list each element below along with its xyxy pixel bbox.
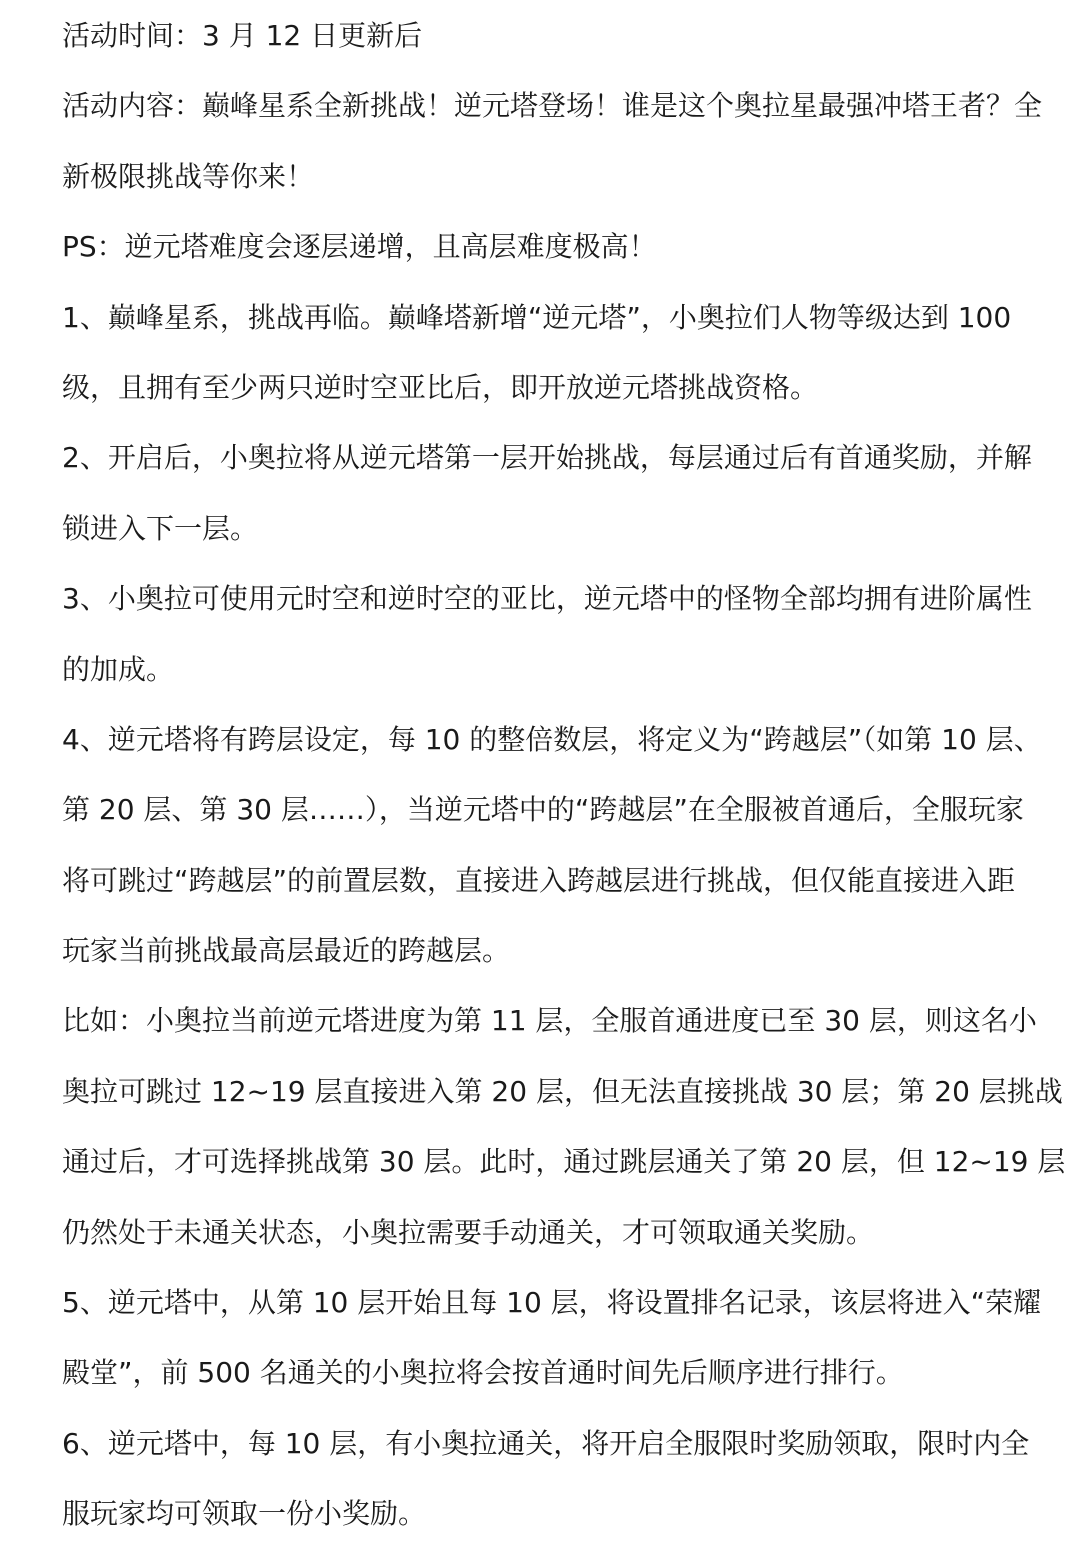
event-content-line-cont: 新极限挑战等你来！ [62,159,315,193]
ps-note-line: PS：逆元塔难度会逐层递增，且高层难度极高！ [62,230,657,264]
rule-3-line: 3、小奥拉可使用元时空和逆时空的亚比，逆元塔中的怪物全部均拥有进阶属性 [62,582,1032,616]
rule-5-line-cont: 殿堂”，前 500 名通关的小奥拉将会按首通时间先后顺序进行排行。 [62,1356,904,1390]
rule-4-line: 4、逆元塔将有跨层设定，每 10 的整倍数层，将定义为“跨越层”（如第 10 层、 [62,722,1042,756]
rule-6-line: 6、逆元塔中，每 10 层，有小奥拉通关，将开启全服限时奖励领取，限时内全 [62,1426,1030,1460]
rule-4-line-cont-1: 第 20 层、第 30 层……），当逆元塔中的“跨越层”在全服被首通后，全服玩家 [62,793,1024,827]
announcement-text [62,10,1066,1559]
rule-2-line-cont: 锁进入下一层。 [62,511,259,545]
rule-6-line-cont: 服玩家均可领取一份小奖励。 [62,1497,427,1531]
rule-5-line: 5、逆元塔中，从第 10 层开始且每 10 层，将设置排名记录，该层将进入“荣耀 [62,1286,1042,1320]
example-line: 比如：小奥拉当前逆元塔进度为第 11 层，全服首通进度已至 30 层，则这名小 [62,1004,1037,1038]
event-time-line: 活动时间：3 月 12 日更新后 [62,19,423,52]
rule-4-line-cont-3: 玩家当前挑战最高层最近的跨越层。 [62,934,511,968]
rule-4-line-cont-2: 将可跳过“跨越层”的前置层数，直接进入跨越层进行挑战，但仅能直接进入距 [62,863,1016,897]
event-content-line: 活动内容：巅峰星系全新挑战！逆元塔登场！谁是这个奥拉星最强冲塔王者？全 [62,89,1043,123]
rule-2-line: 2、开启后，小奥拉将从逆元塔第一层开始挑战，每层通过后有首通奖励，并解 [62,441,1032,475]
rule-1-line-cont: 级，且拥有至少两只逆时空亚比后，即开放逆元塔挑战资格。 [62,370,819,404]
example-line-cont-1: 奥拉可跳过 12~19 层直接进入第 20 层，但无法直接挑战 30 层；第 20 层挑战 [62,1074,1063,1108]
example-line-cont-3: 仍然处于未通关状态，小奥拉需要手动通关，才可领取通关奖励。 [62,1215,875,1249]
rule-3-line-cont: 的加成。 [62,652,175,686]
example-line-cont-2: 通过后，才可选择挑战第 30 层。此时，通过跳层通关了第 20 层，但 12~19 层 [62,1145,1066,1179]
rule-1-line: 1、巅峰星系，挑战再临。巅峰塔新增“逆元塔”，小奥拉们人物等级达到 100 [62,300,1012,334]
